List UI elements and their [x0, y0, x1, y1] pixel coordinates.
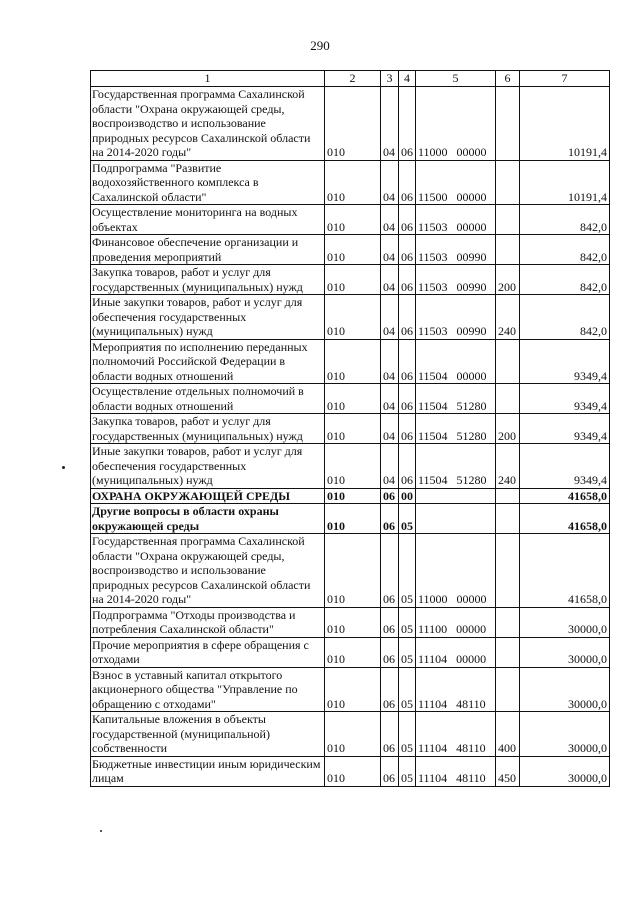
ministry-code-cell: 010: [325, 265, 381, 295]
amount-cell: 842,0: [520, 265, 610, 295]
table-row: [91, 384, 610, 414]
amount-cell: 41658,0: [520, 488, 610, 504]
target-article-cell: [416, 488, 496, 504]
row-name-cell: Государственная программа Сахалинской области "Охрана окружающей среды, воспроизводство и использование природных ресурсов Сахалинской области на 2014-2020 годы": [91, 87, 325, 161]
row-name-cell: Подпрограмма "Развитие водохозяйственного комплекса в Сахалинской области": [91, 160, 325, 205]
row-name-cell: Другие вопросы в области охраны окружающей среды: [91, 504, 325, 534]
section-code-cell: 06: [381, 534, 399, 608]
subsection-code-cell: 06: [399, 205, 416, 235]
expense-kind-cell: 450: [496, 756, 520, 786]
amount-cell: 10191,4: [520, 160, 610, 205]
table-row: [91, 295, 610, 340]
ministry-code-cell: 010: [325, 87, 381, 161]
target-article-cell: 11104 48110: [416, 712, 496, 757]
section-code-cell: 04: [381, 339, 399, 384]
column-header: 1: [91, 71, 325, 87]
target-article-cell: 11000 00000: [416, 534, 496, 608]
subsection-code-cell: 05: [399, 756, 416, 786]
expense-kind-cell: [496, 339, 520, 384]
section-code-cell: 04: [381, 205, 399, 235]
table-header-row: [91, 71, 610, 87]
ministry-code-cell: 010: [325, 534, 381, 608]
table-body: [91, 87, 610, 787]
section-code-cell: 04: [381, 414, 399, 444]
table-row: [91, 414, 610, 444]
target-article-cell: 11504 51280: [416, 384, 496, 414]
table-row: [91, 756, 610, 786]
expense-kind-cell: [496, 160, 520, 205]
section-code-cell: 04: [381, 265, 399, 295]
target-article-cell: 11504 51280: [416, 414, 496, 444]
column-header: 2: [325, 71, 381, 87]
scan-speck: [62, 466, 65, 469]
target-article-cell: 11504 00000: [416, 339, 496, 384]
table-row: [91, 87, 610, 161]
ministry-code-cell: 010: [325, 607, 381, 637]
amount-cell: 10191,4: [520, 87, 610, 161]
amount-cell: 9349,4: [520, 444, 610, 489]
section-code-cell: 06: [381, 607, 399, 637]
row-name-cell: Прочие мероприятия в сфере обращения с отходами: [91, 637, 325, 667]
row-name-cell: Закупка товаров, работ и услуг для государственных (муниципальных) нужд: [91, 265, 325, 295]
budget-table: [90, 70, 610, 787]
table-row: [91, 667, 610, 712]
subsection-code-cell: 06: [399, 265, 416, 295]
amount-cell: 9349,4: [520, 339, 610, 384]
table-row: [91, 339, 610, 384]
subsection-code-cell: 06: [399, 87, 416, 161]
amount-cell: 842,0: [520, 235, 610, 265]
expense-kind-cell: [496, 637, 520, 667]
table-row: [91, 504, 610, 534]
column-header: 7: [520, 71, 610, 87]
ministry-code-cell: 010: [325, 414, 381, 444]
row-name-cell: Закупка товаров, работ и услуг для государственных (муниципальных) нужд: [91, 414, 325, 444]
ministry-code-cell: 010: [325, 235, 381, 265]
table-row: [91, 637, 610, 667]
expense-kind-cell: [496, 667, 520, 712]
subsection-code-cell: 06: [399, 160, 416, 205]
row-name-cell: Осуществление мониторинга на водных объектах: [91, 205, 325, 235]
subsection-code-cell: 05: [399, 712, 416, 757]
subsection-code-cell: 06: [399, 295, 416, 340]
amount-cell: 30000,0: [520, 712, 610, 757]
target-article-cell: 11000 00000: [416, 87, 496, 161]
amount-cell: 41658,0: [520, 534, 610, 608]
subsection-code-cell: 06: [399, 384, 416, 414]
column-header: 6: [496, 71, 520, 87]
row-name-cell: Осуществление отдельных полномочий в области водных отношений: [91, 384, 325, 414]
amount-cell: 30000,0: [520, 667, 610, 712]
table-row: [91, 488, 610, 504]
ministry-code-cell: 010: [325, 205, 381, 235]
target-article-cell: 11503 00000: [416, 205, 496, 235]
scan-speck: [100, 830, 102, 832]
amount-cell: 41658,0: [520, 504, 610, 534]
target-article-cell: 11503 00990: [416, 235, 496, 265]
amount-cell: 842,0: [520, 205, 610, 235]
column-header: 4: [399, 71, 416, 87]
expense-kind-cell: [496, 205, 520, 235]
section-code-cell: 04: [381, 384, 399, 414]
subsection-code-cell: 05: [399, 637, 416, 667]
row-name-cell: Капитальные вложения в объекты государственной (муниципальной) собственности: [91, 712, 325, 757]
ministry-code-cell: 010: [325, 667, 381, 712]
expense-kind-cell: [496, 534, 520, 608]
amount-cell: 9349,4: [520, 414, 610, 444]
section-code-cell: 06: [381, 712, 399, 757]
row-name-cell: Бюджетные инвестиции иным юридическим лицам: [91, 756, 325, 786]
row-name-cell: Мероприятия по исполнению переданных полномочий Российской Федерации в области водных отношений: [91, 339, 325, 384]
table-row: [91, 607, 610, 637]
target-article-cell: 11503 00990: [416, 295, 496, 340]
section-code-cell: 06: [381, 488, 399, 504]
row-name-cell: Взнос в уставный капитал открытого акционерного общества "Управление по обращению с отходами": [91, 667, 325, 712]
table-row: [91, 235, 610, 265]
page-number: 290: [310, 38, 330, 53]
expense-kind-cell: [496, 384, 520, 414]
ministry-code-cell: 010: [325, 756, 381, 786]
ministry-code-cell: 010: [325, 339, 381, 384]
expense-kind-cell: [496, 87, 520, 161]
expense-kind-cell: [496, 504, 520, 534]
subsection-code-cell: 06: [399, 339, 416, 384]
subsection-code-cell: 05: [399, 504, 416, 534]
section-code-cell: 04: [381, 444, 399, 489]
section-code-cell: 04: [381, 87, 399, 161]
amount-cell: 30000,0: [520, 756, 610, 786]
subsection-code-cell: 06: [399, 414, 416, 444]
ministry-code-cell: 010: [325, 384, 381, 414]
table-row: [91, 160, 610, 205]
table-row: [91, 444, 610, 489]
amount-cell: 9349,4: [520, 384, 610, 414]
amount-cell: 30000,0: [520, 607, 610, 637]
row-name-cell: Иные закупки товаров, работ и услуг для обеспечения государственных (муниципальных) нужд: [91, 295, 325, 340]
expense-kind-cell: 200: [496, 414, 520, 444]
amount-cell: 842,0: [520, 295, 610, 340]
target-article-cell: [416, 504, 496, 534]
section-code-cell: 06: [381, 756, 399, 786]
subsection-code-cell: 06: [399, 444, 416, 489]
subsection-code-cell: 06: [399, 235, 416, 265]
target-article-cell: 11500 00000: [416, 160, 496, 205]
table-row: [91, 265, 610, 295]
target-article-cell: 11503 00990: [416, 265, 496, 295]
target-article-cell: 11504 51280: [416, 444, 496, 489]
expense-kind-cell: [496, 488, 520, 504]
amount-cell: 30000,0: [520, 637, 610, 667]
ministry-code-cell: 010: [325, 504, 381, 534]
target-article-cell: 11104 48110: [416, 667, 496, 712]
expense-kind-cell: 240: [496, 444, 520, 489]
section-code-cell: 06: [381, 637, 399, 667]
ministry-code-cell: 010: [325, 488, 381, 504]
subsection-code-cell: 05: [399, 667, 416, 712]
table-row: [91, 205, 610, 235]
table-row: [91, 534, 610, 608]
column-header: 3: [381, 71, 399, 87]
row-name-cell: Финансовое обеспечение организации и проведения мероприятий: [91, 235, 325, 265]
row-name-cell: Государственная программа Сахалинской области "Охрана окружающей среды, воспроизводство и использование природных ресурсов Сахалинской области на 2014-2020 годы": [91, 534, 325, 608]
expense-kind-cell: [496, 235, 520, 265]
ministry-code-cell: 010: [325, 444, 381, 489]
expense-kind-cell: 200: [496, 265, 520, 295]
section-code-cell: 06: [381, 504, 399, 534]
target-article-cell: 11100 00000: [416, 607, 496, 637]
subsection-code-cell: 05: [399, 607, 416, 637]
row-name-cell: ОХРАНА ОКРУЖАЮЩЕЙ СРЕДЫ: [91, 488, 325, 504]
row-name-cell: Подпрограмма "Отходы производства и потребления Сахалинской области": [91, 607, 325, 637]
column-header: 5: [416, 71, 496, 87]
ministry-code-cell: 010: [325, 712, 381, 757]
expense-kind-cell: 400: [496, 712, 520, 757]
subsection-code-cell: 00: [399, 488, 416, 504]
ministry-code-cell: 010: [325, 160, 381, 205]
row-name-cell: Иные закупки товаров, работ и услуг для обеспечения государственных (муниципальных) нужд: [91, 444, 325, 489]
table-row: [91, 712, 610, 757]
section-code-cell: 04: [381, 160, 399, 205]
expense-kind-cell: 240: [496, 295, 520, 340]
target-article-cell: 11104 00000: [416, 637, 496, 667]
ministry-code-cell: 010: [325, 295, 381, 340]
target-article-cell: 11104 48110: [416, 756, 496, 786]
section-code-cell: 06: [381, 667, 399, 712]
section-code-cell: 04: [381, 295, 399, 340]
section-code-cell: 04: [381, 235, 399, 265]
expense-kind-cell: [496, 607, 520, 637]
subsection-code-cell: 05: [399, 534, 416, 608]
ministry-code-cell: 010: [325, 637, 381, 667]
